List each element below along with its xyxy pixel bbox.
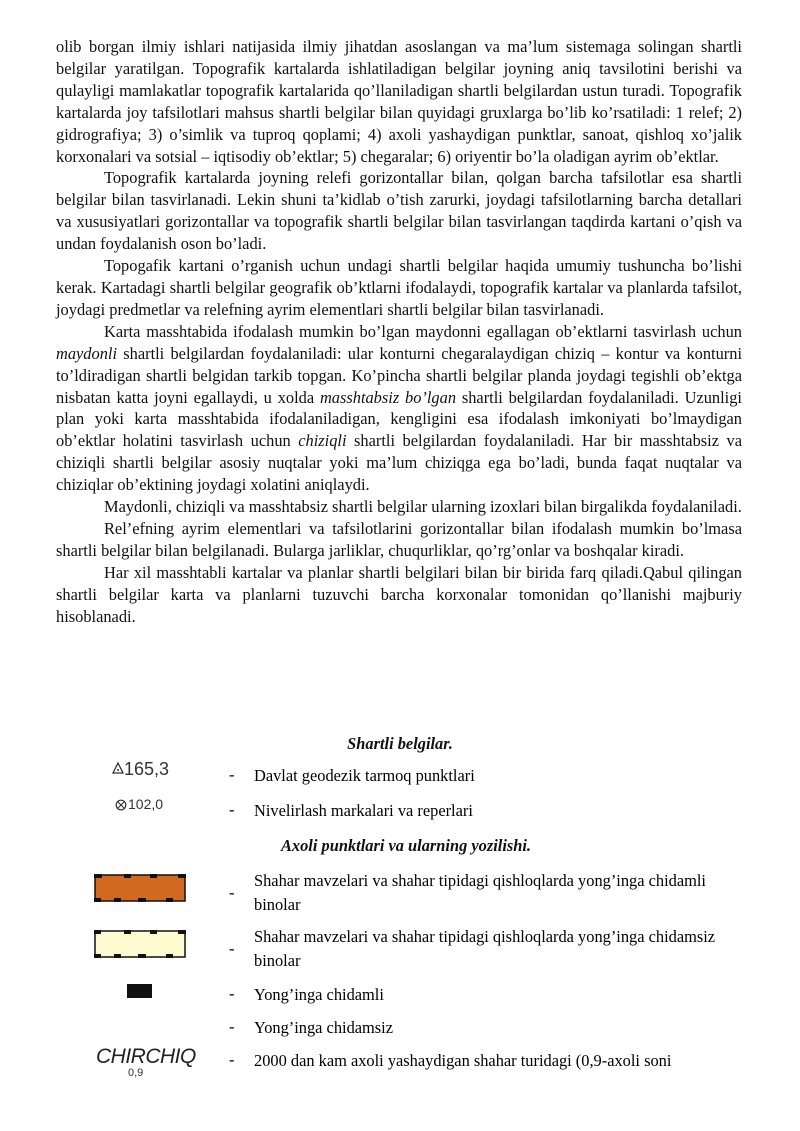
legend-subtitle: Axoli punktlari va ularning yozilishi.: [280, 836, 532, 855]
legend-desc-leveling: Nivelirlash markalari va reperlari: [254, 801, 473, 820]
nonfireproof-block-swatch: [94, 930, 186, 963]
legend-row-town-label: [0, 1045, 800, 1085]
legend-row-fireproof-building: [0, 982, 800, 1012]
paragraph-2: Topografik kartalarda joyning relefi gorizontallar bilan, qolgan barcha tafsilotlar esa shartli belgilar bilan tasvirlanadi. Lekin shuni ta’kidlab o’tish zarurki, joydagi tafsilotlarning barcha detallari va xususiyatlari gorizontallar va topografik shartli belgilar bilan tasvirlangan taqdirda kartani o’qish va undan foydalanish oson bo’ladi.: [56, 168, 742, 254]
paragraph-3: Topogafik kartani o’rganish uchun undagi shartli belgilar haqida umumiy tushuncha bo’lishi kerak. Kartadagi shartli belgilar geografik ob’ktlarni ifodalaydi, topografik kartalar va planlarda tafsilot, joydagi predmetlar va relefning ayrim elementlari shartli belgilar bilan tasvirlanadi.: [56, 256, 742, 319]
legend-dash: -: [229, 1050, 235, 1069]
p4-text-e: shartli belgilardan foydalaniladi. Uzunligi plan yoki karta masshtabida ifodalaniladigan, kengligini esa ifodalash imkoniyati bo’lmaydigan ob’ektlar holatini tasvirlash uchun: [56, 387, 742, 451]
paragraph-7: Har xil masshtabli kartalar va planlar shartli belgilari bilan bir birida farq qiladi.Qabul qilingan shartli belgilar karta va planlarni tuzuvchi barcha korxonalar tomonidan qo’llanishi majburiy hisoblanadi.: [56, 562, 742, 626]
legend-desc-nonfireproof-building: Yong’inga chidamsiz: [254, 1018, 394, 1037]
legend-desc-fireproof-blocks: Shahar mavzelari va shahar tipidagi qishloqlarda yong’inga chidamli binolar: [254, 871, 706, 914]
paragraph-4: [56, 321, 742, 496]
benchmark-icon: [115, 798, 127, 816]
legend-row-nonfireproof-blocks: [0, 924, 800, 976]
legend-dash: -: [229, 883, 235, 902]
benchmark-elevation-label: 102,0: [128, 796, 164, 812]
fireproof-block-swatch: [94, 874, 186, 907]
legend-dash: -: [229, 765, 235, 784]
legend-dash: -: [229, 800, 235, 819]
paragraph-5: Maydonli, chiziqli va masshtabsiz shartli belgilar ularning izoxlari bilan birgalikda foydalaniladi.: [104, 497, 742, 517]
geodetic-elevation-label: 165,3: [124, 759, 170, 779]
legend-desc-town-label: 2000 dan kam axoli yashaydigan shahar turidagi (0,9-axoli soni: [254, 1051, 672, 1070]
legend-dash: -: [229, 1017, 235, 1036]
p4-text-c: shartli belgilardan foydalaniladi: ular konturni chegaralaydigan chiziq – kontur va konturni to’ldiradigan shartli belgidan tarkib topgan. Ko’pincha shartli belgilar planda joydagi tegishli ob’ektga nisbatan katta joyni egallaydi, u xolda: [56, 343, 742, 407]
document-body: [56, 36, 742, 627]
paragraph-1: olib borgan ilmiy ishlari natijasida ilmiy jihatdan asoslangan va ma’lum sistemaga solingan shartli belgilar yaratilgan. Topografik kartalarda ishlatiladigan belgilar joyning aniq tavsilotini berishi va qulayligi mamlakatlar topografik kartalarida qo’llaniladigan shartli belgilardan ustun turadi. Topografik kartalarda joy tafsilotlari mahsus shartli belgilar bilan quyidagi gruxlarga bo’lib ko’rsatiladi: 1 relef; 2) gidrografiya; 3) o’simlik va tuproq qoplami; 4) axoli yashaydigan punktlar, sanoat, qishloq xo’jalik korxonalari va sotsial – iqtisodiy ob’ektlar; 5) chegaralar; 6) oriyentir bo’la oladigan ayrim ob’ektlar.: [56, 37, 742, 166]
legend-dash: -: [229, 939, 235, 958]
legend-desc-nonfireproof-blocks: Shahar mavzelari va shahar tipidagi qishloqlarda yong’inga chidamsiz binolar: [254, 927, 716, 970]
legend-desc-geodetic: Davlat geodezik tarmoq punktlari: [254, 766, 475, 785]
p4-term-maydonli: maydonli: [56, 343, 118, 363]
p4-term-masshtabsiz: masshtabsiz bo’lgan: [319, 387, 457, 407]
town-population-sample: 0,9: [128, 1067, 144, 1079]
p4-text-a: Karta masshtabida ifodalash mumkin bo’lgan maydonni egallagan ob’ektlarni tasvirlash uchun: [104, 321, 742, 341]
legend-title: Shartli belgilar.: [347, 734, 453, 753]
triangle-point-icon: [112, 761, 124, 780]
fireproof-building-swatch: [127, 984, 152, 998]
legend-row-geodetic: [0, 759, 800, 792]
p4-term-chiziqli: chiziqli: [298, 431, 347, 451]
legend-desc-fireproof-building: Yong’inga chidamli: [254, 985, 384, 1004]
paragraph-6: Rel’efning ayrim elementlari va tafsilotlarini gorizontallar bilan ifodalash mumkin bo’lmasa shartli belgilar bilan belgilanadi. Bularga jarliklar, chuqurliklar, qo’rg’onlar va boshqalar kiradi.: [56, 518, 742, 560]
legend-row-fireproof-blocks: [0, 868, 800, 920]
town-name-sample: CHIRCHIQ: [96, 1045, 196, 1068]
legend-row-leveling: [0, 798, 800, 828]
legend-dash: -: [229, 984, 235, 1003]
legend-row-nonfireproof-building: [0, 1015, 800, 1045]
p4-text-g: shartli belgilardan foydalaniladi. Har bir masshtabsiz va chiziqli shartli belgilar asosiy nuqtalar yoki ma’lum chiziqga ega bo’ladi, bunda faqat nuqtalar va chiziqlar ob’ektining joydagi xolatini aniqlaydi.: [56, 431, 742, 495]
